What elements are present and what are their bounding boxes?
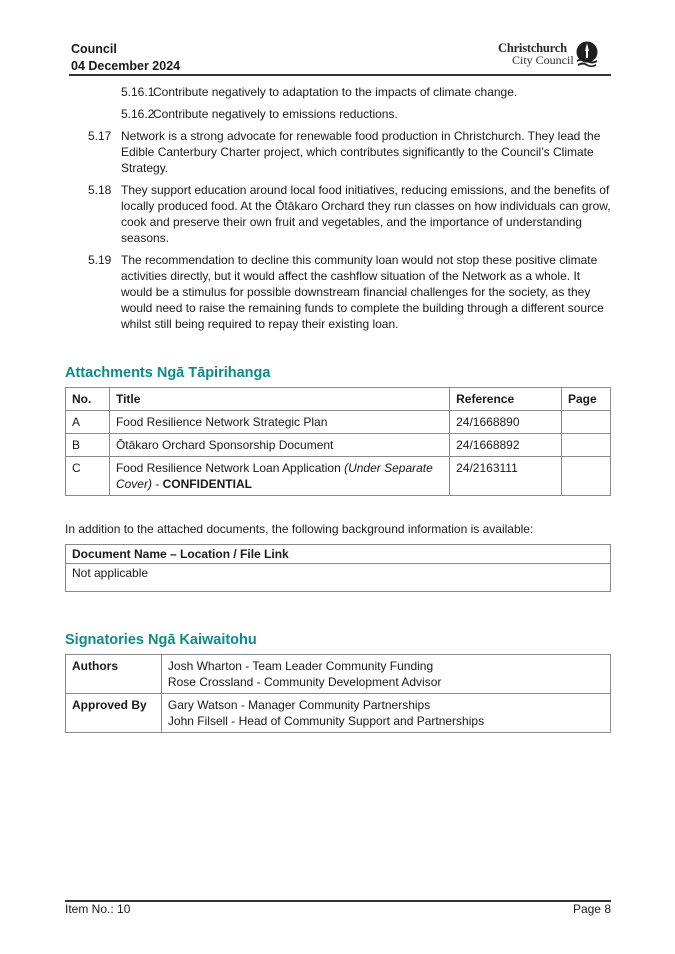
attachments-table <box>65 387 611 496</box>
table-row <box>66 655 611 694</box>
signatory-names <box>161 655 610 694</box>
signatory-name: Josh Wharton - Team Leader Community Funding <box>167 659 434 673</box>
header-divider <box>69 74 611 76</box>
attachment-title[interactable] <box>109 434 449 457</box>
paragraph-text: Network is a strong advocate for renewable food production in Christchurch. They lead the Edible Canterbury Charter project, which contributes significantly to the Council’s Climate Strategy. <box>121 129 601 175</box>
attachment-reference: 24/1668890 <box>450 411 562 434</box>
table-row <box>66 411 611 434</box>
sub-item-number: 5.16.1 <box>121 85 155 99</box>
column-header-reference: Reference <box>450 388 562 411</box>
table-row <box>66 694 611 733</box>
sub-item <box>121 106 611 122</box>
attachment-page <box>562 457 611 496</box>
signatory-name: John Filsell - Head of Community Support and Partnerships <box>167 714 485 728</box>
attachment-no: A <box>66 411 110 434</box>
numbered-paragraph <box>88 182 611 246</box>
attachment-no: C <box>66 457 110 496</box>
attachment-reference: 24/1668892 <box>450 434 562 457</box>
attachments-heading: Attachments Ngā Tāpirihanga <box>65 365 271 381</box>
column-header-no: No. <box>66 388 110 411</box>
numbered-paragraph <box>88 252 611 332</box>
attachment-page <box>562 434 611 457</box>
logo-text-line2: City Council <box>512 53 574 67</box>
signatories-heading: Signatories Ngā Kaiwaitohu <box>65 632 257 648</box>
background-column-header: Document Name – Location / File Link <box>66 545 611 564</box>
document-header <box>71 41 180 75</box>
table-row <box>66 564 611 592</box>
background-intro: In addition to the attached documents, the following background information is available: <box>65 522 534 536</box>
christchurch-city-council-logo <box>497 41 601 69</box>
table-header-row <box>66 388 611 411</box>
signatory-names <box>161 694 610 733</box>
meeting-date: 04 December 2024 <box>71 59 181 73</box>
attachment-title-note: (Under Separate Cover) <box>115 461 433 491</box>
table-row <box>66 434 611 457</box>
paragraph-text: The recommendation to decline this community loan would not stop these positive climate activities directly, but it would affect the cashflow situation of the Network as a whole. It would be a stimulus for possible downstream financial challenges for the society, as they would need to raise the remaining funds to complete the building through a different source whilst still being required to repay their existing loan. <box>121 253 604 331</box>
paragraph-number: 5.17 <box>88 129 112 143</box>
meeting-name: Council <box>71 42 117 56</box>
attachment-no: B <box>66 434 110 457</box>
attachment-title-text: Food Resilience Network Loan Application <box>115 461 345 475</box>
paragraph-text: They support education around local food initiatives, reducing emissions, and the benefits of locally produced food. At the Ōtākaro Orchard they run classes on how individuals can grow, cook and preserve their own fruit and vegetables, and the importance of understanding seasons. <box>121 183 611 245</box>
attachment-reference: 24/2163111 <box>450 457 562 496</box>
paragraph-number: 5.19 <box>88 253 112 267</box>
footer-page-number: Page 8 <box>572 902 611 916</box>
signatory-role: Authors <box>66 655 162 694</box>
background-value: Not applicable <box>66 564 611 592</box>
signatory-name: Rose Crossland - Community Development Advisor <box>167 675 442 689</box>
attachment-title[interactable] <box>109 411 449 434</box>
cathedral-emblem-icon <box>575 41 599 67</box>
paragraph-number: 5.18 <box>88 183 112 197</box>
attachment-title-text: Food Resilience Network Strategic Plan <box>115 415 328 429</box>
sub-item-text: Contribute negatively to emissions reductions. <box>153 107 398 121</box>
sub-item <box>121 84 611 100</box>
footer-divider <box>65 900 611 902</box>
background-table <box>65 544 611 592</box>
sub-item-text: Contribute negatively to adaptation to the impacts of climate change. <box>153 85 518 99</box>
table-header-row <box>66 545 611 564</box>
signatory-name: Gary Watson - Manager Community Partnerships <box>167 698 431 712</box>
column-header-page: Page <box>562 388 611 411</box>
logo-text-line1: Christchurch <box>498 41 567 55</box>
footer-item-number: Item No.: 10 <box>65 902 131 916</box>
numbered-paragraph <box>88 128 611 176</box>
table-row <box>66 457 611 496</box>
attachment-title-text: Ōtākaro Orchard Sponsorship Document <box>115 438 334 452</box>
attachment-page <box>562 411 611 434</box>
signatory-role: Approved By <box>66 694 162 733</box>
confidential-label: CONFIDENTIAL <box>162 477 252 491</box>
attachment-title[interactable]: Food Resilience Network Loan Application (Under Separate Cover) - CONFIDENTIAL <box>109 457 449 496</box>
signatories-table <box>65 654 611 733</box>
sub-item-number: 5.16.2 <box>121 107 155 121</box>
column-header-title: Title <box>109 388 449 411</box>
